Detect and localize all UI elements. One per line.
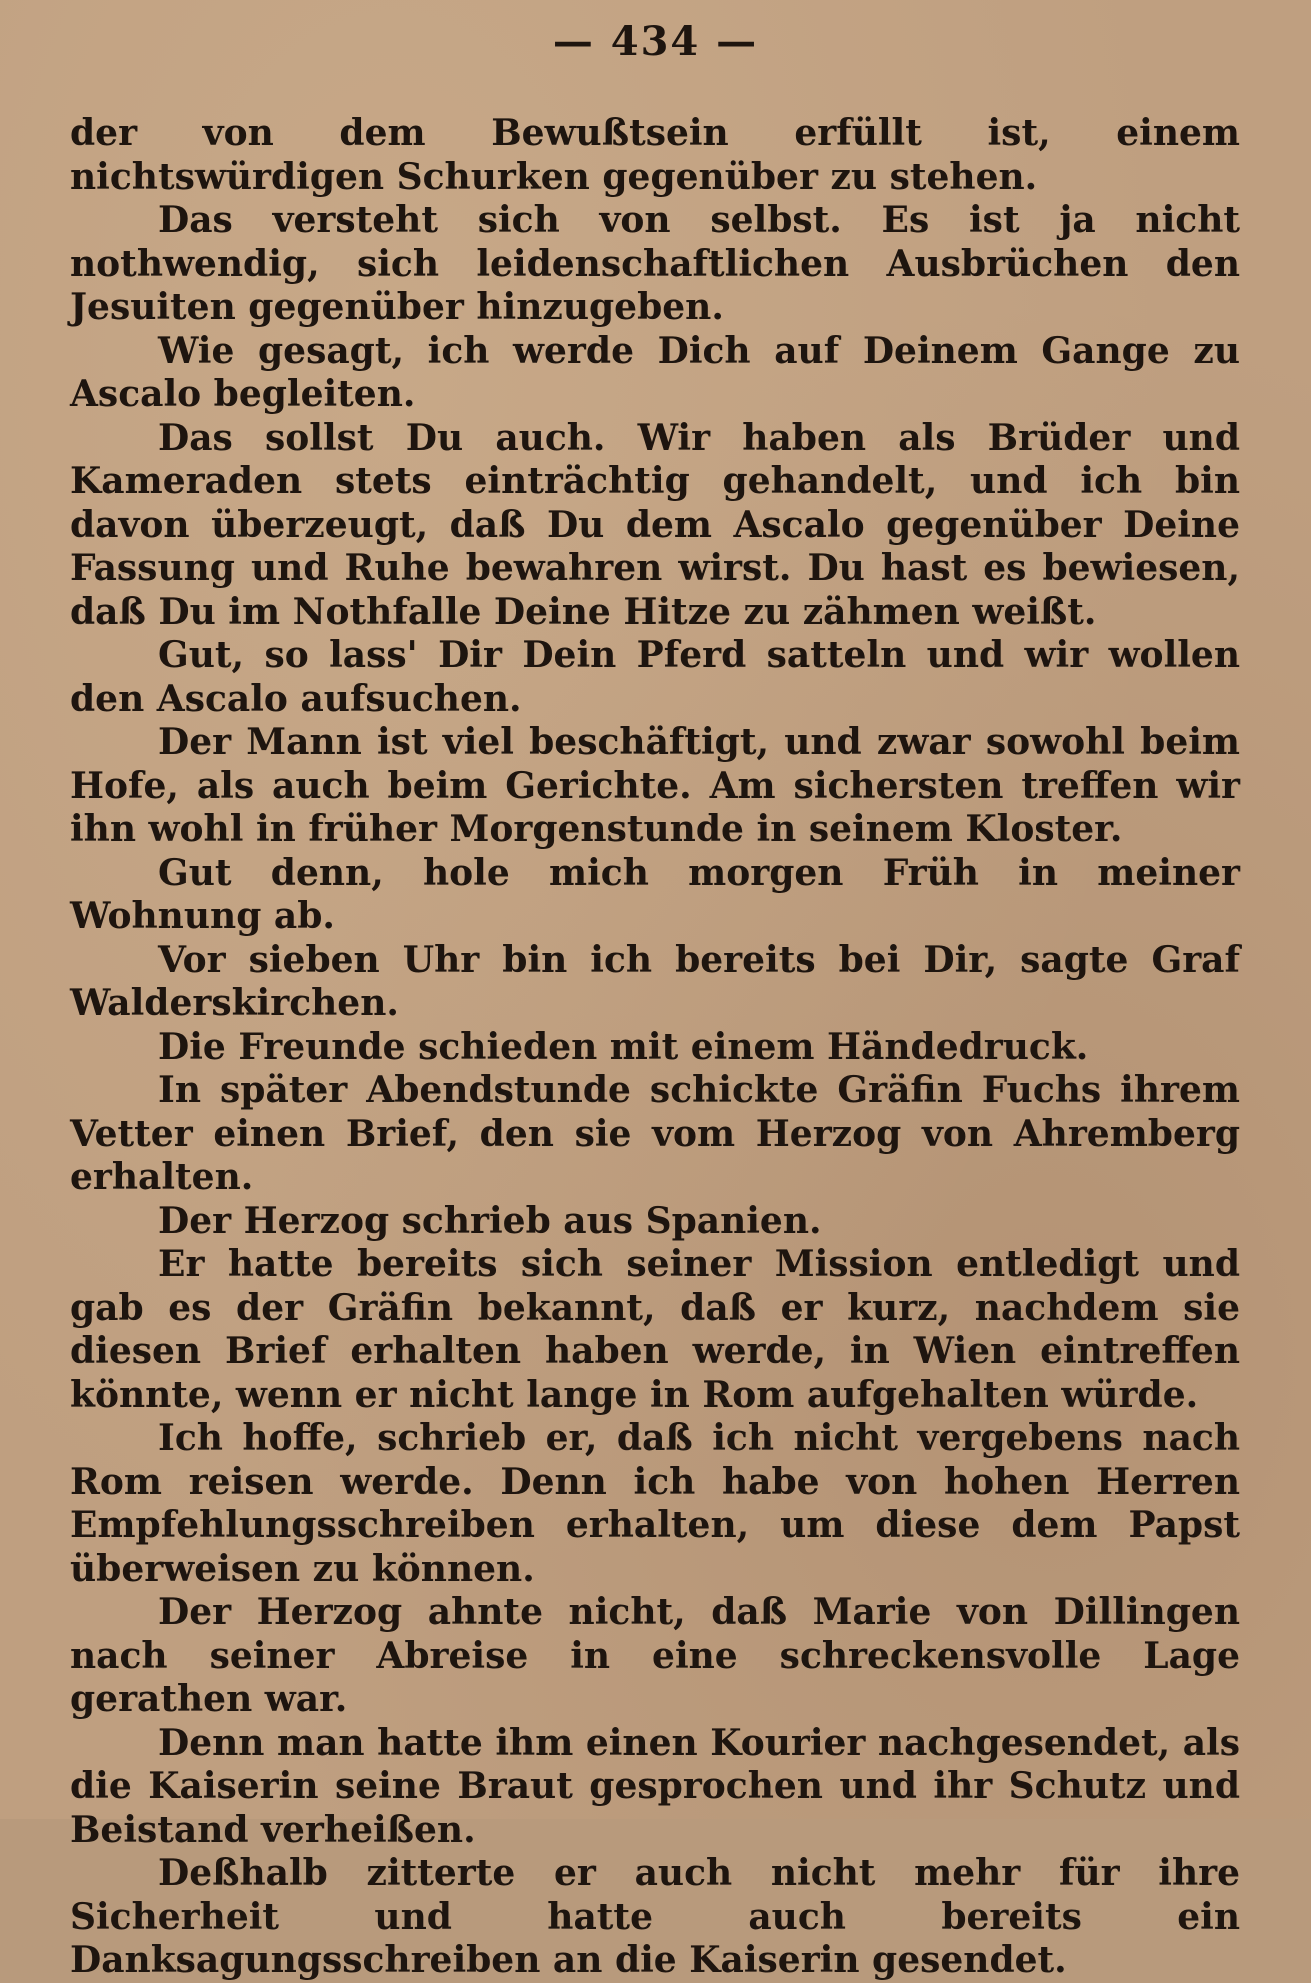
paragraph: Die Freunde schieden mit einem Händedruck.	[158, 1025, 1089, 1068]
paragraph: In später Abendstunde schickte Gräfin Fuchs ihrem Vetter einen Brief, den sie vom Herzog von Ahremberg erhalten.	[70, 1069, 1240, 1198]
paragraph: Wie gesagt, ich werde Dich auf Deinem Gange zu Ascalo begleiten.	[70, 329, 1240, 415]
page-number: — 434 —	[552, 18, 759, 65]
paragraph: Der Mann ist viel beschäftigt, und zwar sowohl beim Hofe, als auch beim Gerichte. Am sichersten treffen wir ihn wohl in früher Morgenstunde in seinem Kloster.	[70, 721, 1240, 850]
paragraph: Er hatte bereits sich seiner Mission entledigt und gab es der Gräfin bekannt, daß er kurz, nachdem sie diesen Brief erhalten haben werde, in Wien eintreffen könnte, wenn er nicht lange in Rom aufgehalten würde.	[70, 1243, 1240, 1416]
paragraph: Deßhalb zitterte er auch nicht mehr für ihre Sicherheit und hatte auch bereits ein Danksagungsschreiben an die Kaiserin gesendet.	[70, 1852, 1240, 1981]
body-text	[70, 112, 1240, 1983]
paragraph: Ich hoffe, schrieb er, daß ich nicht vergebens nach Rom reisen werde. Denn ich habe von hohen Herren Empfehlungsschreiben erhalten, um diese dem Papst überweisen zu können.	[70, 1417, 1240, 1590]
paragraph: Vor sieben Uhr bin ich bereits bei Dir, sagte Graf Walderskirchen.	[70, 938, 1240, 1024]
paragraph: Gut denn, hole mich morgen Früh in meiner Wohnung ab.	[70, 851, 1240, 937]
paragraph: Der Herzog ahnte nicht, daß Marie von Dillingen nach seiner Abreise in eine schreckensvolle Lage gerathen war.	[70, 1591, 1240, 1720]
paragraph: Der Herzog schrieb aus Spanien.	[158, 1199, 822, 1242]
paragraph: Denn man hatte ihm einen Kourier nachgesendet, als die Kaiserin seine Braut gesprochen und ihr Schutz und Beistand verheißen.	[70, 1721, 1240, 1851]
paragraph: Gut, so lass' Dir Dein Pferd satteln und wir wollen den Ascalo aufsuchen.	[70, 634, 1240, 720]
paragraph: der von dem Bewußtsein erfüllt ist, einem nichtswürdigen Schurken gegenüber zu stehen.	[70, 112, 1240, 198]
paragraph: Das sollst Du auch. Wir haben als Brüder und Kameraden stets einträchtig gehandelt, und ich bin davon überzeugt, daß Du dem Ascalo gegenüber Deine Fassung und Ruhe bewahren wirst. Du hast es bewiesen, daß Du im Nothfalle Deine Hitze zu zähmen weißt.	[70, 416, 1240, 633]
paragraph: Das versteht sich von selbst. Es ist ja nicht nothwendig, sich leidenschaftlichen Ausbrüchen den Jesuiten gegenüber hinzugeben.	[70, 199, 1240, 328]
